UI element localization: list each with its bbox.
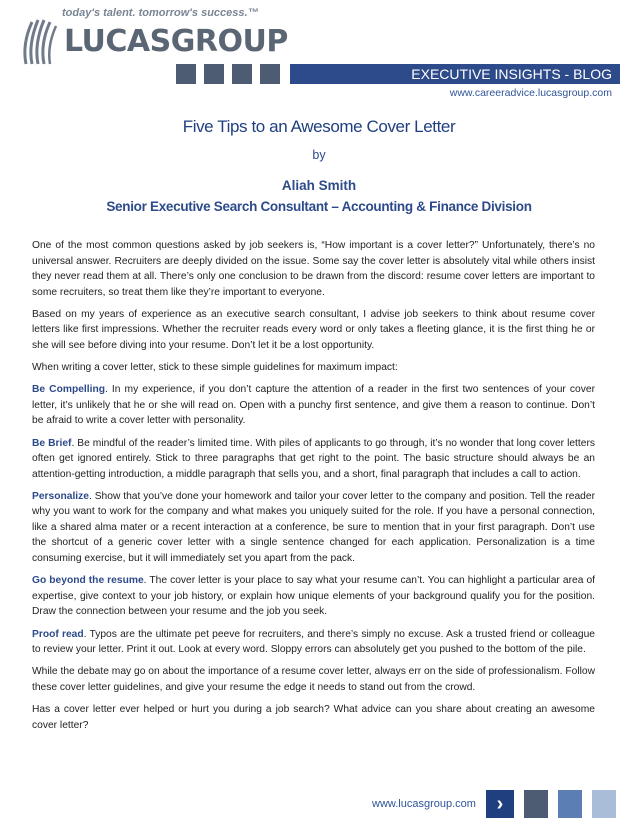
article-title: Five Tips to an Awesome Cover Letter: [182, 117, 456, 136]
lucasgroup-logo-icon: [18, 14, 64, 66]
tip-text: . In my experience, if you don’t capture the attention of a reader in the first two sentences of your cover letter, it’s unlikely that he or she will read on. Open with a punchy first sentence, and give them a reason to continue. Don’t be afraid to write a cover letter with personality.: [32, 384, 595, 427]
page-header: [0, 0, 638, 108]
byline: by: [312, 148, 326, 162]
tip-paragraph: [32, 489, 595, 567]
article-body: [32, 238, 595, 740]
paragraph: Has a cover letter ever helped or hurt you during a job search? What advice can you share about creating an awesome cover letter?: [32, 704, 595, 731]
author-role: Senior Executive Search Consultant – Accounting & Finance Division: [106, 199, 532, 214]
tip-paragraph: [32, 573, 595, 620]
footer-url-link[interactable]: www.lucasgroup.com: [372, 798, 476, 810]
header-url-link[interactable]: www.careeradvice.lucasgroup.com: [449, 87, 612, 99]
tip-heading: Be Brief: [32, 437, 72, 449]
tip-paragraph: [32, 382, 595, 429]
tip-text: . Be mindful of the reader’s limited time. With piles of applicants to go through, it’s no wonder that long cover letters often get ignored entirely. Stick to three paragraphs that get right to the point. The basic structure should always be an attention-getting introduction, a middle paragraph that sells you, and a short, final paragraph that includes a call to action.: [32, 437, 595, 480]
decor-square: [176, 64, 196, 84]
author-name: Aliah Smith: [281, 178, 357, 193]
decor-square: [260, 64, 280, 84]
decor-square: [592, 790, 616, 818]
tip-text: . Typos are the ultimate pet peeve for recruiters, and there’s simply no excuse. Ask a trusted friend or colleague to review your letter. Print it out. Look at every word. Sloppy errors can absolutely get you pushed to the bottom of the pile.: [32, 628, 596, 656]
decor-square: [204, 64, 224, 84]
paragraph: Based on my years of experience as an executive search consultant, I advise job seekers to think about resume cover letters like first impressions. Whether the recruiter reads every word or only takes a fleeting glance, it is the first thing he or she will see before diving into your resume. Don’t let it be a lost opportunity.: [32, 308, 595, 351]
tagline: today's talent. tomorrow's success.™: [62, 7, 259, 19]
tip-paragraph: [32, 627, 595, 658]
tip-heading: Go beyond the resume: [32, 575, 144, 587]
page-footer: [0, 790, 638, 820]
tip-text: . The cover letter is your place to say what your resume can’t. You can highlight a particular area of expertise, give context to your job history, or explain how unique elements of your background qualify you for the position. Draw the connection between your resume and the job you seek.: [32, 575, 595, 618]
tip-text: . Show that you’ve done your homework and tailor your cover letter to the company and position. Tell the reader why you want to work for the company and what makes you uniquely suited for the role. If you have a personal connection, like a shared alma mater or a recent interaction at a conference, be sure to mention that in your first paragraph. Don’t use the shortcut of a generic cover letter with a single sentence changed for each application. Personalization is a time consuming exercise, but it will immediately set you apart from the pack.: [32, 490, 595, 564]
tip-paragraph: [32, 436, 595, 483]
tip-heading: Be Compelling: [32, 384, 105, 396]
brand-name: LUCASGROUP: [64, 24, 288, 59]
decor-square: [232, 64, 252, 84]
tip-heading: Personalize: [32, 490, 89, 502]
chevron-right-icon: ›: [486, 790, 514, 818]
section-banner: EXECUTIVE INSIGHTS - BLOG: [290, 64, 620, 84]
paragraph: While the debate may go on about the importance of a resume cover letter, always err on the side of professionalism. Follow these cover letter guidelines, and give your resume the edge it needs to stand out from the crowd.: [32, 666, 595, 693]
decor-square: [558, 790, 582, 818]
decor-square: [524, 790, 548, 818]
tip-heading: Proof read: [32, 628, 84, 640]
paragraph: When writing a cover letter, stick to these simple guidelines for maximum impact:: [32, 362, 398, 374]
paragraph: One of the most common questions asked by job seekers is, “How important is a cover letter?” Unfortunately, there’s no universal answer. Recruiters are deeply divided on the issue. Some say the cover letter is absolutely vital while others insist they never read them at all. There’s only one conclusion to be drawn from the discord: resume cover letters are important to some recruiters, so treat them like they’re important to everyone.: [32, 240, 595, 298]
